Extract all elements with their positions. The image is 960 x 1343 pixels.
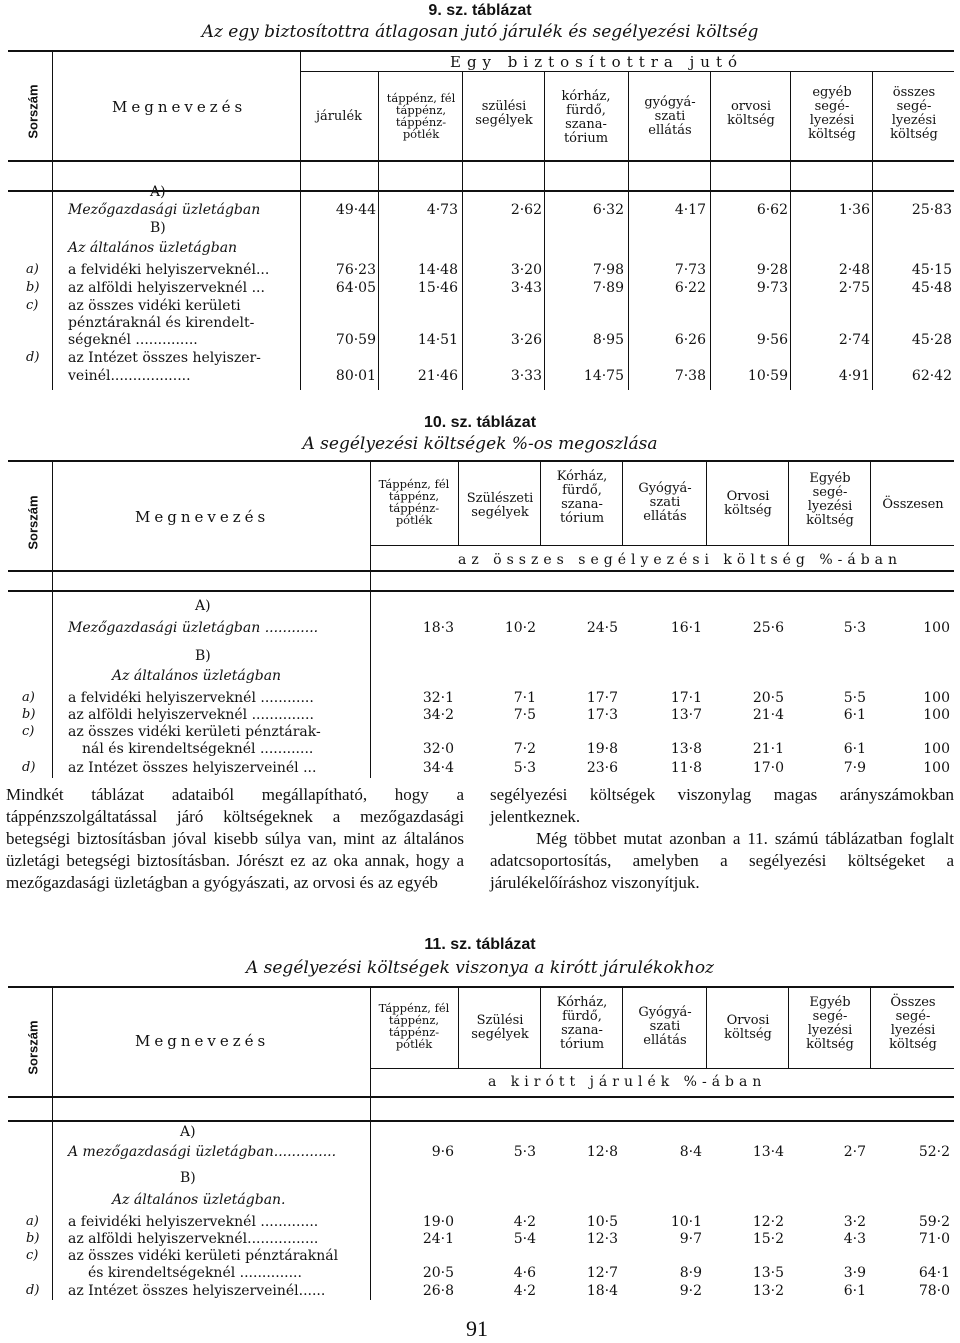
table-cell: 7·73 [674,262,706,278]
body-text-right-2: Még többet mutat azonban a 11. számú táblázatban foglalt adatcsoportosítás, amelyben a segélyezési költségeket a járulékelőíráshoz viszonyítjuk. [490,829,954,892]
table-cell: 3·33 [510,368,542,384]
section-a: A) [180,1124,196,1140]
table-cell: 32·0 [422,741,454,757]
col-header: Összesen [882,497,944,512]
table-cell: 5·3 [513,760,536,776]
table-cell: 12·2 [752,1214,784,1230]
col-header: orvosi költség [727,99,775,128]
table-cell: 2·62 [510,202,542,218]
col-header: kórház, fürdő, szana- tórium [561,89,611,146]
col-header: Kórház, fürdő, szana- tórium [556,995,608,1052]
sorszam-header: Sorszám [25,84,41,139]
table-cell: 18·3 [422,620,454,636]
col-header: gyógyá- szati ellátás [644,95,696,138]
table-cell: 5·3 [843,620,866,636]
row-label: a felvidéki helyiszerveknél ............ [68,690,314,706]
table-cell: 6·32 [592,202,624,218]
table-cell: 21·46 [417,368,458,384]
table-cell: 20·5 [752,690,784,706]
table-cell: 100 [923,741,950,757]
row-label: pénztáraknál és kirendelt- [68,315,255,331]
table-cell: 5·4 [513,1231,536,1247]
table-cell: 3·43 [510,280,542,296]
table-cell: 45·48 [911,280,952,296]
table-cell: 17·7 [586,690,618,706]
table-cell: 45·15 [911,262,952,278]
table9-title: Az egy biztosítottra átlagosan jutó járulék és segélyezési költség [201,22,759,42]
row-letter: d) [26,350,40,365]
table-cell: 4·73 [426,202,458,218]
subheader: az összes segélyezési költség %-ában [458,552,903,568]
section-b: B) [180,1170,196,1186]
table-cell: 4·91 [838,368,870,384]
table-cell: 26·8 [422,1283,454,1299]
col-header: Táppénz, fél táppénz, táppénz- pótlék [378,477,450,527]
table-cell: 10·1 [670,1214,702,1230]
table-cell: 9·6 [431,1144,454,1160]
table-cell: 5·5 [843,690,866,706]
table-cell: 17·0 [752,760,784,776]
section-a: A) [195,598,211,614]
col-header: összes segé- lyezési költség [890,85,938,142]
table-cell: 2·7 [843,1144,866,1160]
table-cell: 14·75 [583,368,624,384]
section-a: A) [150,184,166,200]
table-cell: 1·36 [838,202,870,218]
table-cell: 21·1 [752,741,784,757]
table-cell: 76·23 [335,262,376,278]
table10-number: 10. sz. táblázat [423,414,537,431]
table-cell: 3·2 [843,1214,866,1230]
row-label: A mezőgazdasági üzletágban.............. [68,1144,337,1160]
table-cell: 8·9 [679,1265,702,1281]
table-cell: 100 [923,760,950,776]
col-header: Kórház, fürdő, szana- tórium [556,469,608,526]
table-cell: 23·6 [586,760,618,776]
table-cell: 10·2 [504,620,536,636]
table-cell: 34·2 [422,707,454,723]
row-letter: a) [26,262,39,277]
table-cell: 2·48 [838,262,870,278]
table-cell: 100 [923,620,950,636]
col-header: járulék [315,109,363,124]
row-label: ségeknél .............. [68,332,198,348]
col-header: Gyógyá- szati ellátás [638,481,692,524]
table-cell: 9·56 [756,332,788,348]
table-cell: 12·3 [586,1231,618,1247]
row-label: az Intézet összes helyiszer- [68,350,261,366]
row-letter: b) [26,1231,40,1246]
table-cell: 9·7 [679,1231,702,1247]
sorszam-header: Sorszám [25,495,41,550]
row-label: az összes vidéki kerületi pénztáraknál [68,1248,339,1264]
table-cell: 4·2 [513,1214,536,1230]
sorszam-header: Sorszám [25,1020,41,1075]
subheader: a kirótt járulék %-ában [488,1074,767,1090]
table-cell: 7·9 [843,760,866,776]
table-cell: 9·28 [756,262,788,278]
section-b-label: Az általános üzletágban. [112,1192,286,1208]
row-label: és kirendeltségeknél .............. [88,1265,302,1281]
table-cell: 25·6 [752,620,784,636]
row-letter: b) [26,280,40,295]
table-cell: 9·73 [756,280,788,296]
megnevezes-header: Megnevezés [112,98,247,116]
table-cell: 13·4 [752,1144,784,1160]
table-cell: 80·01 [335,368,376,384]
table-cell: 4·17 [674,202,706,218]
table-cell: 17·1 [670,690,702,706]
table-cell: 52·2 [918,1144,950,1160]
col-header: Egyéb segé- lyezési költség [806,471,854,528]
table-cell: 6·1 [843,1283,866,1299]
table-cell: 5·3 [513,1144,536,1160]
table-cell: 59·2 [918,1214,950,1230]
table-cell: 16·1 [670,620,702,636]
table-cell: 8·4 [679,1144,702,1160]
row-label: az alföldi helyiszerveknél................ [68,1231,319,1247]
row-label: az alföldi helyiszerveknél ... [68,280,265,296]
row-label: az Intézet összes helyiszerveinél ... [68,760,317,776]
row-label: a felvidéki helyiszerveknél... [68,262,270,278]
col-header: Táppénz, fél táppénz, táppénz- pótlék [378,1001,450,1051]
col-header: táppénz, fél táppénz, táppénz- pótlék [386,91,456,141]
table-cell: 70·59 [335,332,376,348]
row-label: az Intézet összes helyiszerveinél...... [68,1283,326,1299]
row-label: Mezőgazdasági üzletágban ............ [68,620,319,636]
table-cell: 78·0 [918,1283,950,1299]
table-cell: 13·7 [670,707,702,723]
table-cell: 45·28 [911,332,952,348]
table-cell: 15·46 [417,280,458,296]
table10-title: A segélyezési költségek %-os megoszlása [302,434,658,454]
table-cell: 14·51 [417,332,458,348]
table-cell: 7·1 [513,690,536,706]
table-cell: 2·74 [838,332,870,348]
table-cell: 19·0 [422,1214,454,1230]
col-header: Egyéb segé- lyezési költség [806,995,854,1052]
col-header: Gyógyá- szati ellátás [638,1005,692,1048]
col-header: szülési segélyek [475,99,533,128]
table-cell: 8·95 [592,332,624,348]
col-header: egyéb segé- lyezési költség [808,85,856,142]
table-cell: 49·44 [335,202,376,218]
table-cell: 4·2 [513,1283,536,1299]
table-cell: 10·59 [747,368,788,384]
table-cell: 11·8 [670,760,702,776]
row-label: nál és kirendeltségeknél ............ [82,741,314,757]
table-cell: 6·1 [843,741,866,757]
table-cell: 3·20 [510,262,542,278]
row-label: az összes vidéki kerületi pénztárak- [68,724,321,740]
body-text-left: Mindkét táblázat adataiból megállapítható, hogy a táppénzszolgáltatással járó költségeknek a mezőgazdasági betegségi biztosításban jóval kisebb súlya van, mint az általános üzletági betegségi biztosításban. Jórészt ez az oka annak, hogy a mezőgazdasági üzletágban a gyógyászati, az orvosi és az egyéb [6,785,464,892]
table-cell: 20·5 [422,1265,454,1281]
table-cell: 14·48 [417,262,458,278]
table-cell: 12·8 [586,1144,618,1160]
table-cell: 7·2 [513,741,536,757]
megnevezes-header: Megnevezés [135,508,270,526]
row-letter: c) [26,298,39,313]
table-cell: 7·89 [592,280,624,296]
row-letter: c) [22,724,35,739]
row-letter: b) [22,707,36,722]
table-cell: 62·42 [911,368,952,384]
table-cell: 64·1 [918,1265,950,1281]
table-cell: 17·3 [586,707,618,723]
page-number: 91 [466,1316,488,1341]
table-cell: 9·2 [679,1283,702,1299]
row-label: az összes vidéki kerületi [68,298,241,314]
table-cell: 19·8 [586,741,618,757]
col-header: Összes segé- lyezési költség [889,995,937,1052]
table-cell: 64·05 [335,280,376,296]
group-header: Egy biztosítottra jutó [450,53,744,71]
table-cell: 4·3 [843,1231,866,1247]
table-cell: 13·2 [752,1283,784,1299]
table11-title: A segélyezési költségek viszonya a kirótt járulékokhoz [245,958,715,978]
table-cell: 6·26 [674,332,706,348]
megnevezes-header: Megnevezés [135,1032,270,1050]
col-header: Orvosi költség [724,489,772,518]
table-cell: 4·6 [513,1265,536,1281]
row-label: az alföldi helyiszerveknél .............. [68,707,314,723]
table-cell: 21·4 [752,707,784,723]
section-b-label: Az általános üzletágban [68,240,238,256]
col-header: Szülészeti segélyek [466,491,534,520]
table-cell: 15·2 [752,1231,784,1247]
table-cell: 18·4 [586,1283,618,1299]
row-label: Mezőgazdasági üzletágban [68,202,261,218]
table-cell: 7·5 [513,707,536,723]
table-cell: 6·1 [843,707,866,723]
table-cell: 7·98 [592,262,624,278]
section-b-label: Az általános üzletágban [112,668,282,684]
table-cell: 10·5 [586,1214,618,1230]
table-cell: 6·22 [674,280,706,296]
table-cell: 71·0 [918,1231,950,1247]
table-cell: 12·7 [586,1265,618,1281]
table-cell: 100 [923,690,950,706]
col-header: Orvosi költség [724,1013,772,1042]
section-b: B) [195,648,211,664]
table-cell: 100 [923,707,950,723]
table11-number: 11. sz. táblázat [424,936,536,953]
row-letter: d) [22,760,36,775]
row-letter: a) [22,690,35,705]
row-letter: a) [26,1214,39,1229]
table-cell: 24·5 [586,620,618,636]
row-letter: d) [26,1283,40,1298]
col-header: Szülési segélyek [471,1013,529,1042]
table-cell: 7·38 [674,368,706,384]
table-cell: 2·75 [838,280,870,296]
table-cell: 24·1 [422,1231,454,1247]
table-cell: 32·1 [422,690,454,706]
table-cell: 13·8 [670,741,702,757]
row-letter: c) [26,1248,39,1263]
table-cell: 34·4 [422,760,454,776]
row-label: a feividéki helyiszerveknél ............. [68,1214,319,1230]
table9-number: 9. sz. táblázat [428,2,532,19]
table-cell: 3·9 [843,1265,866,1281]
table-cell: 13·5 [752,1265,784,1281]
row-label: veinél.................. [68,368,191,384]
table-cell: 25·83 [911,202,952,218]
table-cell: 3·26 [510,332,542,348]
section-b: B) [150,220,166,236]
body-text-right-1: segélyezési költségek viszonylag magas arányszámokban jelentkeznek. [490,785,954,826]
table-cell: 6·62 [756,202,788,218]
